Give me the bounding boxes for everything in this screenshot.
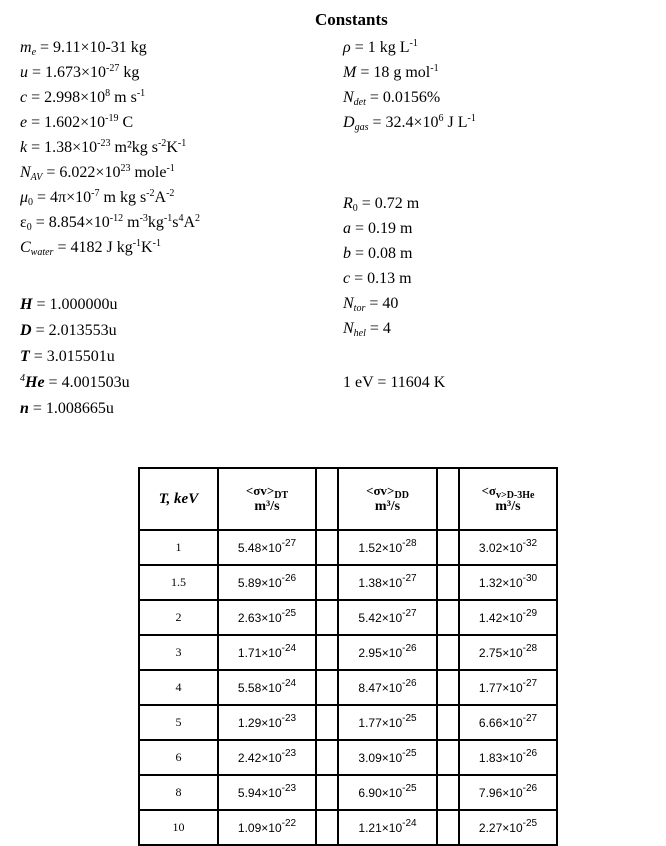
gap-column bbox=[437, 468, 459, 530]
table-row bbox=[139, 705, 557, 740]
cell-d3he: $1.77\times 10^{-27}$ bbox=[459, 670, 557, 705]
cell-dt: $2.42\times 10^{-23}$ bbox=[218, 740, 316, 775]
cell-temperature: 1 bbox=[139, 530, 218, 565]
cell-dt: $1.71\times 10^{-24}$ bbox=[218, 635, 316, 670]
cell-dt: $2.63\times 10^{-25}$ bbox=[218, 600, 316, 635]
constant-atomic-mass-unit: $u = 1.673\times 10^{-27}$ kg bbox=[20, 63, 140, 81]
gap-cell bbox=[437, 565, 459, 600]
constant-vacuum-permeability: $\mu_0 = 4\pi\times 10^{-7}$ m kg $s^{-2}A^{-2}$ bbox=[20, 188, 175, 208]
cell-dt: $5.58\times 10^{-24}$ bbox=[218, 670, 316, 705]
constant-speed-of-light: $c = 2.998\times 10^8$ m $s^{-1}$ bbox=[20, 88, 146, 106]
cell-dd: $1.77\times 10^{-25}$ bbox=[338, 705, 437, 740]
ev-conversion: 1 eV = 11604 K bbox=[343, 374, 446, 391]
header-d3he: $<\sigma_{v>D-3He}$ m³/s bbox=[459, 468, 557, 530]
mass-helium4: $^4$He = 4.001503u bbox=[20, 373, 130, 391]
constant-gas-energy-density: $D_{gas} = 32.4\times 10^6$ J $L^{-1}$ bbox=[343, 113, 476, 133]
mass-neutron: n = 1.008665u bbox=[20, 400, 114, 417]
cell-d3he: $1.83\times 10^{-26}$ bbox=[459, 740, 557, 775]
cell-temperature: 8 bbox=[139, 775, 218, 810]
table-row bbox=[139, 565, 557, 600]
table-row bbox=[139, 740, 557, 775]
table-header-row bbox=[139, 468, 557, 530]
constant-boltzmann: $k = 1.38\times 10^{-23}$ m²kg $s^{-2}K^{-1}$ bbox=[20, 138, 187, 156]
constant-detector-fraction: $N_{det} = 0.0156\%$ bbox=[343, 89, 441, 108]
cell-dd: $1.52\times 10^{-28}$ bbox=[338, 530, 437, 565]
cell-d3he: $2.75\times 10^{-28}$ bbox=[459, 635, 557, 670]
cell-temperature: 6 bbox=[139, 740, 218, 775]
constant-vacuum-permittivity: $\varepsilon_0 = 8.854\times 10^{-12}$ $m^{-3}kg^{-1}s^4A^2$ bbox=[20, 213, 201, 233]
cell-d3he: $7.96\times 10^{-26}$ bbox=[459, 775, 557, 810]
constant-a: a = 0.19 m bbox=[343, 220, 413, 237]
cell-temperature: 10 bbox=[139, 810, 218, 845]
page-title: Constants bbox=[315, 10, 388, 29]
table-row bbox=[139, 670, 557, 705]
table-row bbox=[139, 530, 557, 565]
gap-cell bbox=[316, 600, 338, 635]
table-row bbox=[139, 635, 557, 670]
gap-cell bbox=[437, 740, 459, 775]
header-dd: $<\sigma v>_{DD}$ m³/s bbox=[338, 468, 437, 530]
cell-d3he: $2.27\times 10^{-25}$ bbox=[459, 810, 557, 845]
gap-cell bbox=[437, 600, 459, 635]
cell-dd: $3.09\times 10^{-25}$ bbox=[338, 740, 437, 775]
constant-c: c = 0.13 m bbox=[343, 270, 412, 287]
cell-dd: $8.47\times 10^{-26}$ bbox=[338, 670, 437, 705]
cell-temperature: 1.5 bbox=[139, 565, 218, 600]
cell-dd: $6.90\times 10^{-25}$ bbox=[338, 775, 437, 810]
table-row bbox=[139, 775, 557, 810]
constant-elementary-charge: $e = 1.602\times 10^{-19}$ C bbox=[20, 113, 134, 131]
constant-n-helical: $N_{hel} = 4$ bbox=[343, 320, 391, 339]
constant-b: b = 0.08 m bbox=[343, 245, 413, 262]
reactivity-table bbox=[138, 467, 558, 846]
cell-temperature: 3 bbox=[139, 635, 218, 670]
cell-dd: $1.21\times 10^{-24}$ bbox=[338, 810, 437, 845]
constant-water-heat-capacity: $C_{water} = 4182$ J $kg^{-1}K^{-1}$ bbox=[20, 238, 161, 258]
cell-dd: $2.95\times 10^{-26}$ bbox=[338, 635, 437, 670]
constant-avogadro: $N_{AV} = 6.022\times 10^{23}$ mole$^{-1}$ bbox=[20, 163, 175, 183]
cell-dt: $5.89\times 10^{-26}$ bbox=[218, 565, 316, 600]
cell-temperature: 2 bbox=[139, 600, 218, 635]
constant-molar-mass: M = 18 g mol$^{-1}$ bbox=[343, 63, 439, 81]
mass-hydrogen: H = 1.000000u bbox=[20, 296, 118, 313]
cell-d3he: $1.32\times 10^{-30}$ bbox=[459, 565, 557, 600]
gap-cell bbox=[437, 635, 459, 670]
cell-temperature: 4 bbox=[139, 670, 218, 705]
gap-cell bbox=[316, 775, 338, 810]
gap-column bbox=[316, 468, 338, 530]
cell-dt: $5.48\times 10^{-27}$ bbox=[218, 530, 316, 565]
cell-dd: $5.42\times 10^{-27}$ bbox=[338, 600, 437, 635]
header-temperature: T, keV bbox=[139, 468, 218, 530]
cell-d3he: $1.42\times 10^{-29}$ bbox=[459, 600, 557, 635]
constant-n-toroidal: $N_{tor} = 40$ bbox=[343, 295, 399, 314]
gap-cell bbox=[316, 635, 338, 670]
constant-electron-mass: $m_e = 9.11\times 10-31$ kg bbox=[20, 39, 147, 58]
gap-cell bbox=[437, 810, 459, 845]
gap-cell bbox=[437, 670, 459, 705]
gap-cell bbox=[316, 705, 338, 740]
cell-dt: $1.09\times 10^{-22}$ bbox=[218, 810, 316, 845]
cell-dd: $1.38\times 10^{-27}$ bbox=[338, 565, 437, 600]
gap-cell bbox=[316, 565, 338, 600]
mass-deuterium: D = 2.013553u bbox=[20, 322, 117, 339]
constant-density: ρ = 1 kg $L^{-1}$ bbox=[343, 38, 418, 56]
table-row bbox=[139, 600, 557, 635]
gap-cell bbox=[437, 530, 459, 565]
header-dt: $<\sigma v>_{DT}$ m³/s bbox=[218, 468, 316, 530]
gap-cell bbox=[316, 670, 338, 705]
cell-d3he: $6.66\times 10^{-27}$ bbox=[459, 705, 557, 740]
table-row bbox=[139, 810, 557, 845]
cell-d3he: $3.02\times 10^{-32}$ bbox=[459, 530, 557, 565]
mass-tritium: T = 3.015501u bbox=[20, 348, 115, 365]
gap-cell bbox=[316, 740, 338, 775]
cell-temperature: 5 bbox=[139, 705, 218, 740]
gap-cell bbox=[316, 530, 338, 565]
gap-cell bbox=[437, 705, 459, 740]
cell-dt: $5.94\times 10^{-23}$ bbox=[218, 775, 316, 810]
constant-major-radius: $R_0 = 0.72$ m bbox=[343, 195, 420, 214]
gap-cell bbox=[316, 810, 338, 845]
cell-dt: $1.29\times 10^{-23}$ bbox=[218, 705, 316, 740]
gap-cell bbox=[437, 775, 459, 810]
